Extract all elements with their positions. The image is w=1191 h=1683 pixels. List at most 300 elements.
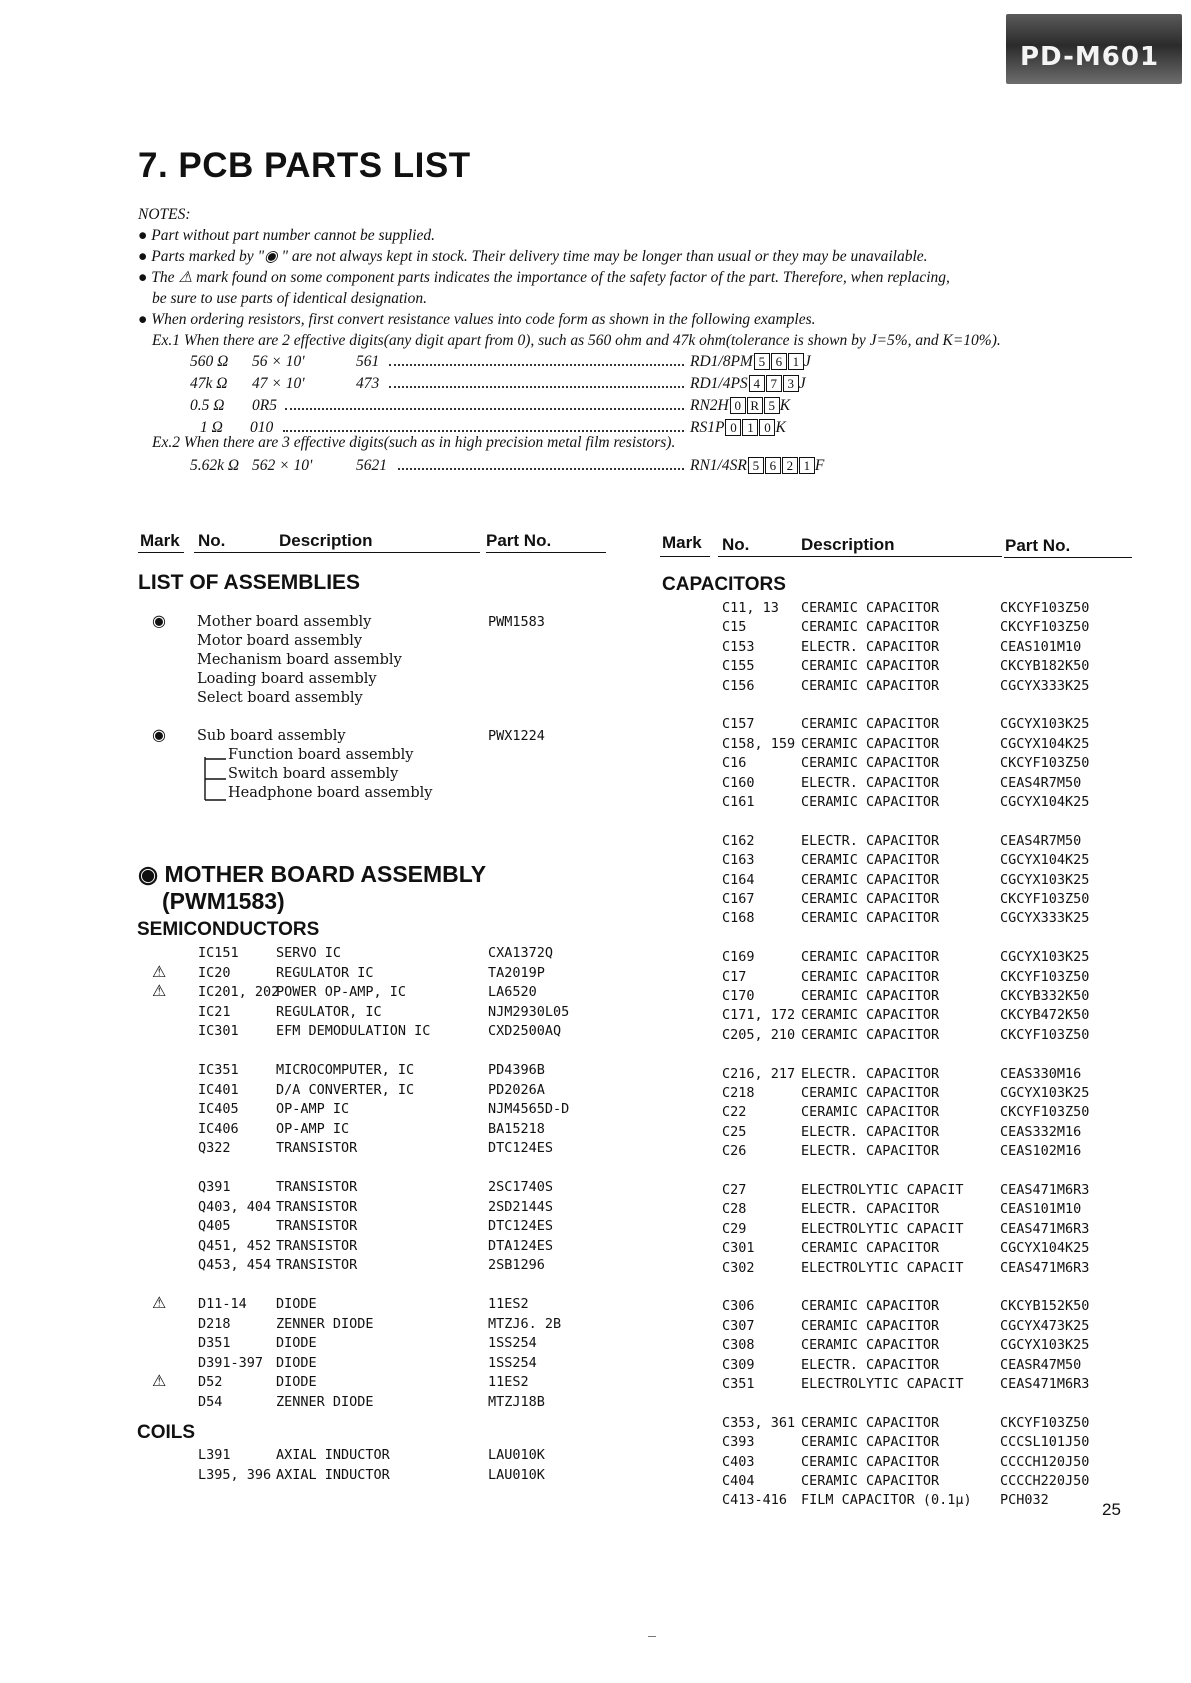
part-number: 2SD2144S: [488, 1198, 554, 1215]
example-part-code: [690, 353, 811, 371]
part-desc: REGULATOR, IC: [276, 1003, 382, 1020]
note-3a: ● The ⚠ mark found on some component parts indicates the importance of the safety factor of the part. Therefore, when replacing,: [138, 269, 950, 286]
header-rule: [486, 552, 606, 553]
part-ref-no: C306: [722, 1298, 755, 1315]
part-ref-no: C218: [722, 1085, 755, 1101]
note-4: ● When ordering resistors, first convert resistance values into code form as shown in the following examples.: [138, 311, 816, 328]
part-ref-no: C22: [722, 1104, 747, 1121]
example-value: 560 Ω: [190, 353, 229, 370]
part-desc: CERAMIC CAPACITOR: [801, 1434, 940, 1451]
part-ref-no: C27: [722, 1182, 747, 1198]
leader-dots: [283, 419, 684, 432]
part-number: TA2019P: [488, 964, 545, 981]
code-prefix: RN1/4SR: [690, 457, 747, 474]
capacitor-row: [0, 1103, 1191, 1122]
part-desc: TRANSISTOR: [276, 1218, 358, 1234]
part-number: CXD2500AQ: [488, 1023, 562, 1039]
capacitor-row: [0, 1491, 1191, 1510]
part-ref-no: C169: [722, 949, 755, 966]
code-prefix: RS1P: [690, 419, 725, 436]
part-ref-no: IC21: [198, 1003, 231, 1020]
part-ref-no: L395, 396: [198, 1466, 272, 1483]
part-ref-no: C15: [722, 619, 747, 636]
code-digit-box: 5: [748, 457, 764, 474]
part-number: NJM4565D-D: [488, 1101, 570, 1117]
part-number: CEAS471M6R3: [1000, 1220, 1090, 1237]
capacitor-row: [0, 1317, 1191, 1336]
part-desc: ELECTR. CAPACITOR: [801, 1123, 940, 1140]
capacitor-row: [0, 1220, 1191, 1239]
part-desc: SERVO IC: [276, 945, 342, 961]
code-digit-box: 7: [766, 375, 782, 392]
safety-mark-icon: ⚠: [152, 1293, 167, 1312]
part-number: CEAS102M16: [1000, 1143, 1082, 1160]
part-desc: CERAMIC CAPACITOR: [801, 716, 940, 733]
note-3b: be sure to use parts of identical designation.: [152, 290, 427, 307]
part-desc: CERAMIC CAPACITOR: [801, 871, 940, 888]
part-desc: DIODE: [276, 1374, 317, 1390]
part-ref-no: C404: [722, 1473, 755, 1489]
col-desc-left: Description: [279, 531, 373, 550]
header-rule: [718, 556, 1002, 557]
part-number: CKCYF103Z50: [1000, 755, 1090, 772]
capacitor-row: [0, 1259, 1191, 1278]
capacitor-row: [0, 1065, 1191, 1084]
capacitor-row: [0, 1375, 1191, 1394]
code-suffix: F: [814, 457, 825, 474]
part-number: CEAS471M6R3: [1000, 1259, 1090, 1276]
assembly-desc: Motor board assembly: [197, 633, 363, 649]
part-desc: CERAMIC CAPACITOR: [801, 968, 940, 985]
col-mark-right: Mark: [662, 533, 702, 552]
part-ref-no: C28: [722, 1201, 747, 1218]
part-ref-no: Q403, 404: [198, 1198, 272, 1215]
part-desc: CERAMIC CAPACITOR: [801, 1007, 940, 1024]
notes-heading: NOTES:: [138, 206, 191, 223]
part-number: CKCYF103Z50: [1000, 600, 1090, 616]
part-desc: ZENNER DIODE: [276, 1315, 374, 1332]
part-number: CGCYX333K25: [1000, 910, 1090, 927]
part-number: DTA124ES: [488, 1237, 554, 1254]
part-ref-no: IC406: [198, 1120, 239, 1137]
part-desc: CERAMIC CAPACITOR: [801, 1414, 940, 1431]
header-rule: [660, 556, 710, 557]
part-desc: OP-AMP IC: [276, 1120, 350, 1137]
capacitor-row: [0, 638, 1191, 657]
part-ref-no: IC301: [198, 1023, 239, 1039]
code-digit-box: 2: [782, 457, 798, 474]
part-ref-no: C307: [722, 1317, 755, 1334]
part-number: CKCYB152K50: [1000, 1298, 1090, 1315]
stock-mark-icon: ◉: [152, 725, 166, 744]
part-number: CKCYB182K50: [1000, 658, 1090, 675]
capacitor-row: [0, 774, 1191, 793]
part-ref-no: IC151: [198, 945, 239, 961]
capacitor-row: [0, 871, 1191, 890]
part-ref-no: C161: [722, 794, 755, 810]
assembly-desc: Mother board assembly: [197, 614, 372, 630]
part-ref-no: IC401: [198, 1081, 239, 1098]
part-ref-no: Q391: [198, 1179, 231, 1195]
assembly-desc: Mechanism board assembly: [197, 652, 402, 668]
capacitor-row: [0, 1084, 1191, 1103]
part-desc: CERAMIC CAPACITOR: [801, 1473, 940, 1489]
capacitor-row: [0, 1181, 1191, 1200]
part-ref-no: C309: [722, 1356, 755, 1373]
part-ref-no: C403: [722, 1453, 755, 1470]
part-ref-no: IC405: [198, 1101, 239, 1117]
part-ref-no: C156: [722, 677, 755, 694]
part-desc: ELECTR. CAPACITOR: [801, 1201, 940, 1218]
part-ref-no: C170: [722, 988, 755, 1004]
section-semiconductors: SEMICONDUCTORS: [137, 919, 320, 940]
capacitor-row: [0, 851, 1191, 870]
capacitor-row: [0, 968, 1191, 987]
part-ref-no: C308: [722, 1337, 755, 1354]
part-number: PCH032: [1000, 1492, 1049, 1509]
part-number: CGCYX333K25: [1000, 677, 1090, 694]
part-ref-no: C162: [722, 832, 755, 849]
capacitor-row: [0, 1026, 1191, 1045]
capacitor-row: [0, 1006, 1191, 1025]
col-part-left: Part No.: [486, 531, 552, 550]
capacitor-row: [0, 1453, 1191, 1472]
part-desc: ELECTR. CAPACITOR: [801, 832, 940, 849]
part-desc: CERAMIC CAPACITOR: [801, 1085, 940, 1101]
example-row: [190, 353, 890, 373]
capacitor-row: [0, 1142, 1191, 1161]
part-desc: FILM CAPACITOR (0.1μ): [801, 1492, 972, 1509]
part-number: CGCYX104K25: [1000, 852, 1090, 869]
capacitor-row: [0, 890, 1191, 909]
part-desc: TRANSISTOR: [276, 1140, 358, 1156]
part-number: CKCYF103Z50: [1000, 968, 1090, 985]
note-1: ● Part without part number cannot be supplied.: [138, 227, 435, 244]
part-ref-no: C155: [722, 658, 755, 675]
part-ref-no: D52: [198, 1374, 223, 1390]
part-desc: CERAMIC CAPACITOR: [801, 1298, 940, 1315]
part-desc: ELECTROLYTIC CAPACIT: [801, 1259, 964, 1276]
part-ref-no: C29: [722, 1220, 747, 1237]
example-row: [190, 397, 890, 417]
part-desc: ELECTR. CAPACITOR: [801, 1356, 940, 1373]
header-rule: [1004, 557, 1132, 558]
part-ref-no: C413-416: [722, 1492, 788, 1509]
part-number: PD4396B: [488, 1062, 545, 1078]
example-calc: 56 × 10ʹ: [252, 353, 305, 370]
example-part-code: [690, 419, 786, 437]
part-desc: AXIAL INDUCTOR: [276, 1447, 390, 1463]
stock-mark-icon: ◉: [152, 611, 166, 630]
part-desc: CERAMIC CAPACITOR: [801, 1104, 940, 1121]
part-desc: AXIAL INDUCTOR: [276, 1466, 390, 1483]
part-ref-no: C302: [722, 1259, 755, 1276]
example-calc: 47 × 10ʹ: [252, 375, 305, 392]
capacitor-row: [0, 793, 1191, 812]
part-desc: CERAMIC CAPACITOR: [801, 1453, 940, 1470]
assembly-desc: Headphone board assembly: [228, 785, 433, 801]
part-number: CGCYX103K25: [1000, 1085, 1090, 1101]
part-ref-no: C153: [722, 638, 755, 655]
section-coils: COILS: [137, 1422, 196, 1443]
capacitor-row: [0, 677, 1191, 696]
assembly-part-no: PWX1224: [488, 728, 545, 744]
code-digit-box: R: [747, 397, 763, 414]
part-ref-no: L391: [198, 1447, 231, 1463]
part-number: CEAS101M10: [1000, 638, 1082, 655]
part-desc: TRANSISTOR: [276, 1237, 358, 1254]
col-no-right: No.: [722, 535, 750, 554]
part-number: CGCYX104K25: [1000, 794, 1090, 810]
col-part-right: Part No.: [1005, 536, 1071, 555]
part-number: CXA1372Q: [488, 945, 554, 961]
header-rule: [194, 552, 480, 553]
part-desc: POWER OP-AMP, IC: [276, 984, 407, 1000]
capacitor-row: [0, 735, 1191, 754]
capacitor-row: [0, 948, 1191, 967]
part-number: CKCYB332K50: [1000, 988, 1090, 1004]
part-ref-no: D218: [198, 1315, 231, 1332]
part-ref-no: IC201, 202: [198, 984, 280, 1000]
assembly-part-no: PWM1583: [488, 614, 545, 630]
part-ref-no: C160: [722, 774, 755, 791]
capacitor-row: [0, 657, 1191, 676]
part-number: CKCYF103Z50: [1000, 1104, 1090, 1121]
part-desc: CERAMIC CAPACITOR: [801, 910, 940, 927]
example-row: [190, 457, 890, 477]
example-code: 473: [356, 375, 380, 392]
part-ref-no: C301: [722, 1240, 755, 1257]
notes-block: [138, 204, 1148, 351]
capacitor-row: [0, 1200, 1191, 1219]
part-desc: D/A CONVERTER, IC: [276, 1081, 415, 1098]
part-desc: ELECTR. CAPACITOR: [801, 1143, 940, 1160]
code-suffix: K: [779, 397, 791, 414]
part-desc: CERAMIC CAPACITOR: [801, 600, 940, 616]
code-suffix: J: [803, 353, 811, 370]
note-2: ● Parts marked by "◉ " are not always kept in stock. Their delivery time may be longer than usual or they may be unavailable.: [138, 248, 928, 265]
part-ref-no: Q322: [198, 1140, 231, 1156]
part-number: CEAS4R7M50: [1000, 832, 1082, 849]
part-ref-no: C351: [722, 1376, 755, 1392]
capacitor-row: [0, 1123, 1191, 1142]
safety-mark-icon: ⚠: [152, 961, 167, 981]
part-ref-no: C171, 172: [722, 1007, 796, 1024]
part-desc: ELECTR. CAPACITOR: [801, 1065, 940, 1082]
part-desc: EFM DEMODULATION IC: [276, 1023, 431, 1039]
part-number: CGCYX104K25: [1000, 735, 1090, 752]
part-number: CKCYF103Z50: [1000, 1026, 1090, 1043]
part-number: PD2026A: [488, 1081, 545, 1098]
part-number: NJM2930L05: [488, 1003, 570, 1020]
part-ref-no: C158, 159: [722, 735, 796, 752]
col-mark-left: Mark: [140, 531, 180, 550]
example-value: 1 Ω: [200, 419, 223, 436]
part-desc: TRANSISTOR: [276, 1179, 358, 1195]
leader-dots: [389, 375, 684, 388]
example-calc: 010: [250, 419, 274, 436]
part-desc: CERAMIC CAPACITOR: [801, 852, 940, 869]
capacitor-row: [0, 1414, 1191, 1433]
example-2-text: Ex.2 When there are 3 effective digits(such as in high precision metal film resistors).: [152, 434, 676, 451]
section-list-of-assemblies: LIST OF ASSEMBLIES: [138, 571, 361, 594]
part-desc: CERAMIC CAPACITOR: [801, 755, 940, 772]
part-number: CEAS4R7M50: [1000, 774, 1082, 791]
part-number: BA15218: [488, 1120, 545, 1137]
part-ref-no: IC351: [198, 1062, 239, 1078]
part-number: 11ES2: [488, 1296, 529, 1312]
part-number: CEAS471M6R3: [1000, 1182, 1090, 1198]
part-desc: CERAMIC CAPACITOR: [801, 1026, 940, 1043]
part-number: CKCYF103Z50: [1000, 891, 1090, 907]
part-number: MTZJ18B: [488, 1393, 545, 1410]
capacitor-row: [0, 618, 1191, 637]
example-part-code: [690, 375, 806, 393]
part-ref-no: C157: [722, 716, 755, 733]
part-number: CGCYX103K25: [1000, 716, 1090, 733]
code-prefix: RN2H: [690, 397, 729, 414]
part-desc: OP-AMP IC: [276, 1101, 350, 1117]
example-calc: 0R5: [252, 397, 277, 414]
code-suffix: K: [775, 419, 786, 436]
part-number: LAU010K: [488, 1466, 545, 1483]
code-digit-box: 6: [771, 353, 787, 370]
part-number: 11ES2: [488, 1374, 529, 1390]
part-number: CEAS330M16: [1000, 1065, 1082, 1082]
example-part-code: [690, 397, 790, 415]
part-ref-no: D11-14: [198, 1296, 247, 1312]
part-ref-no: C353, 361: [722, 1414, 796, 1431]
part-desc: ELECTR. CAPACITOR: [801, 638, 940, 655]
part-desc: ELECTR. CAPACITOR: [801, 774, 940, 791]
part-ref-no: C26: [722, 1143, 747, 1160]
part-desc: DIODE: [276, 1335, 317, 1351]
part-number: CCCCH220J50: [1000, 1473, 1090, 1489]
part-desc: ZENNER DIODE: [276, 1393, 374, 1410]
part-number: CGCYX103K25: [1000, 949, 1090, 966]
assembly-desc: Sub board assembly: [197, 728, 346, 744]
assembly-desc: Loading board assembly: [197, 671, 377, 687]
mother-board-code: (PWM1583): [162, 888, 285, 914]
col-desc-right: Description: [801, 535, 895, 554]
part-ref-no: C167: [722, 891, 755, 907]
part-number: DTC124ES: [488, 1140, 554, 1156]
part-desc: TRANSISTOR: [276, 1257, 358, 1273]
part-desc: CERAMIC CAPACITOR: [801, 658, 940, 675]
part-ref-no: D391-397: [198, 1354, 264, 1371]
part-ref-no: C168: [722, 910, 755, 927]
page-number: 25: [1102, 1500, 1121, 1519]
code-digit-box: 0: [730, 397, 746, 414]
part-desc: CERAMIC CAPACITOR: [801, 1337, 940, 1354]
part-number: CEAS332M16: [1000, 1123, 1082, 1140]
capacitor-row: [0, 599, 1191, 618]
part-ref-no: Q453, 454: [198, 1257, 272, 1273]
stock-mark-icon: ◉: [138, 861, 159, 887]
part-ref-no: Q405: [198, 1218, 231, 1234]
example-value: 0.5 Ω: [190, 397, 225, 414]
code-prefix: RD1/4PS: [690, 375, 748, 392]
semiconductor-row: [0, 1393, 1191, 1412]
example-code: 5621: [356, 457, 387, 474]
section-capacitors: CAPACITORS: [662, 574, 786, 595]
part-desc: ELECTROLYTIC CAPACIT: [801, 1182, 964, 1198]
code-digit-box: 1: [799, 457, 815, 474]
model-badge-text: PD-M601: [1020, 42, 1160, 72]
part-number: CCCCH120J50: [1000, 1453, 1090, 1470]
part-ref-no: D351: [198, 1335, 231, 1351]
col-no-left: No.: [198, 531, 226, 550]
part-desc: TRANSISTOR: [276, 1198, 358, 1215]
capacitor-row: [0, 1472, 1191, 1491]
part-desc: CERAMIC CAPACITOR: [801, 988, 940, 1004]
part-desc: CERAMIC CAPACITOR: [801, 677, 940, 694]
part-number: 2SC1740S: [488, 1179, 554, 1195]
page-title: 7. PCB PARTS LIST: [138, 146, 471, 185]
part-number: DTC124ES: [488, 1218, 554, 1234]
example-1-text: Ex.1 When there are 2 effective digits(any digit apart from 0), such as 560 ohm and 47k ohm(tolerance is shown by J=5%, and K=10%).: [152, 332, 1001, 349]
part-desc: CERAMIC CAPACITOR: [801, 735, 940, 752]
part-ref-no: Q451, 452: [198, 1237, 272, 1254]
part-desc: MICROCOMPUTER, IC: [276, 1062, 415, 1078]
part-number: CEAS101M10: [1000, 1201, 1082, 1218]
part-number: CEAS471M6R3: [1000, 1376, 1090, 1392]
part-number: 1SS254: [488, 1335, 537, 1351]
part-desc: REGULATOR IC: [276, 964, 374, 981]
part-desc: DIODE: [276, 1296, 317, 1312]
part-ref-no: C25: [722, 1123, 747, 1140]
example-calc: 562 × 10ʹ: [252, 457, 313, 474]
part-number: CKCYF103Z50: [1000, 619, 1090, 636]
part-ref-no: C11, 13: [722, 600, 779, 616]
part-desc: CERAMIC CAPACITOR: [801, 891, 940, 907]
part-desc: ELECTROLYTIC CAPACIT: [801, 1220, 964, 1237]
code-digit-box: 5: [764, 397, 780, 414]
part-number: LAU010K: [488, 1447, 545, 1463]
example-value: 5.62k Ω: [190, 457, 240, 474]
assembly-desc: Function board assembly: [228, 747, 414, 763]
mother-board-title: MOTHER BOARD ASSEMBLY: [164, 861, 487, 887]
example-part-code: [690, 457, 824, 475]
code-digit-box: 5: [754, 353, 770, 370]
safety-mark-icon: ⚠: [152, 981, 167, 1000]
capacitor-row: [0, 832, 1191, 851]
code-digit-box: 1: [742, 419, 758, 436]
part-number: CGCYX103K25: [1000, 1337, 1090, 1354]
leader-dots: [389, 353, 684, 366]
capacitor-row: [0, 909, 1191, 928]
part-number: CKCYB472K50: [1000, 1007, 1090, 1024]
header-rule: [138, 552, 184, 553]
part-desc: CERAMIC CAPACITOR: [801, 619, 940, 636]
part-ref-no: C163: [722, 852, 755, 869]
capacitor-row: [0, 1239, 1191, 1258]
part-number: 1SS254: [488, 1354, 537, 1371]
part-number: CGCYX473K25: [1000, 1317, 1090, 1334]
code-digit-box: 4: [749, 375, 765, 392]
part-desc: ELECTROLYTIC CAPACIT: [801, 1376, 964, 1392]
code-digit-box: 3: [783, 375, 799, 392]
part-number: 2SB1296: [488, 1257, 545, 1273]
part-number: MTZJ6. 2B: [488, 1315, 562, 1332]
code-digit-box: 0: [759, 419, 775, 436]
part-ref-no: C16: [722, 755, 747, 772]
example-value: 47k Ω: [190, 375, 228, 392]
part-desc: CERAMIC CAPACITOR: [801, 949, 940, 966]
leader-dots: [398, 457, 684, 470]
leader-dots: [285, 397, 684, 410]
example-code: 561: [356, 353, 380, 370]
